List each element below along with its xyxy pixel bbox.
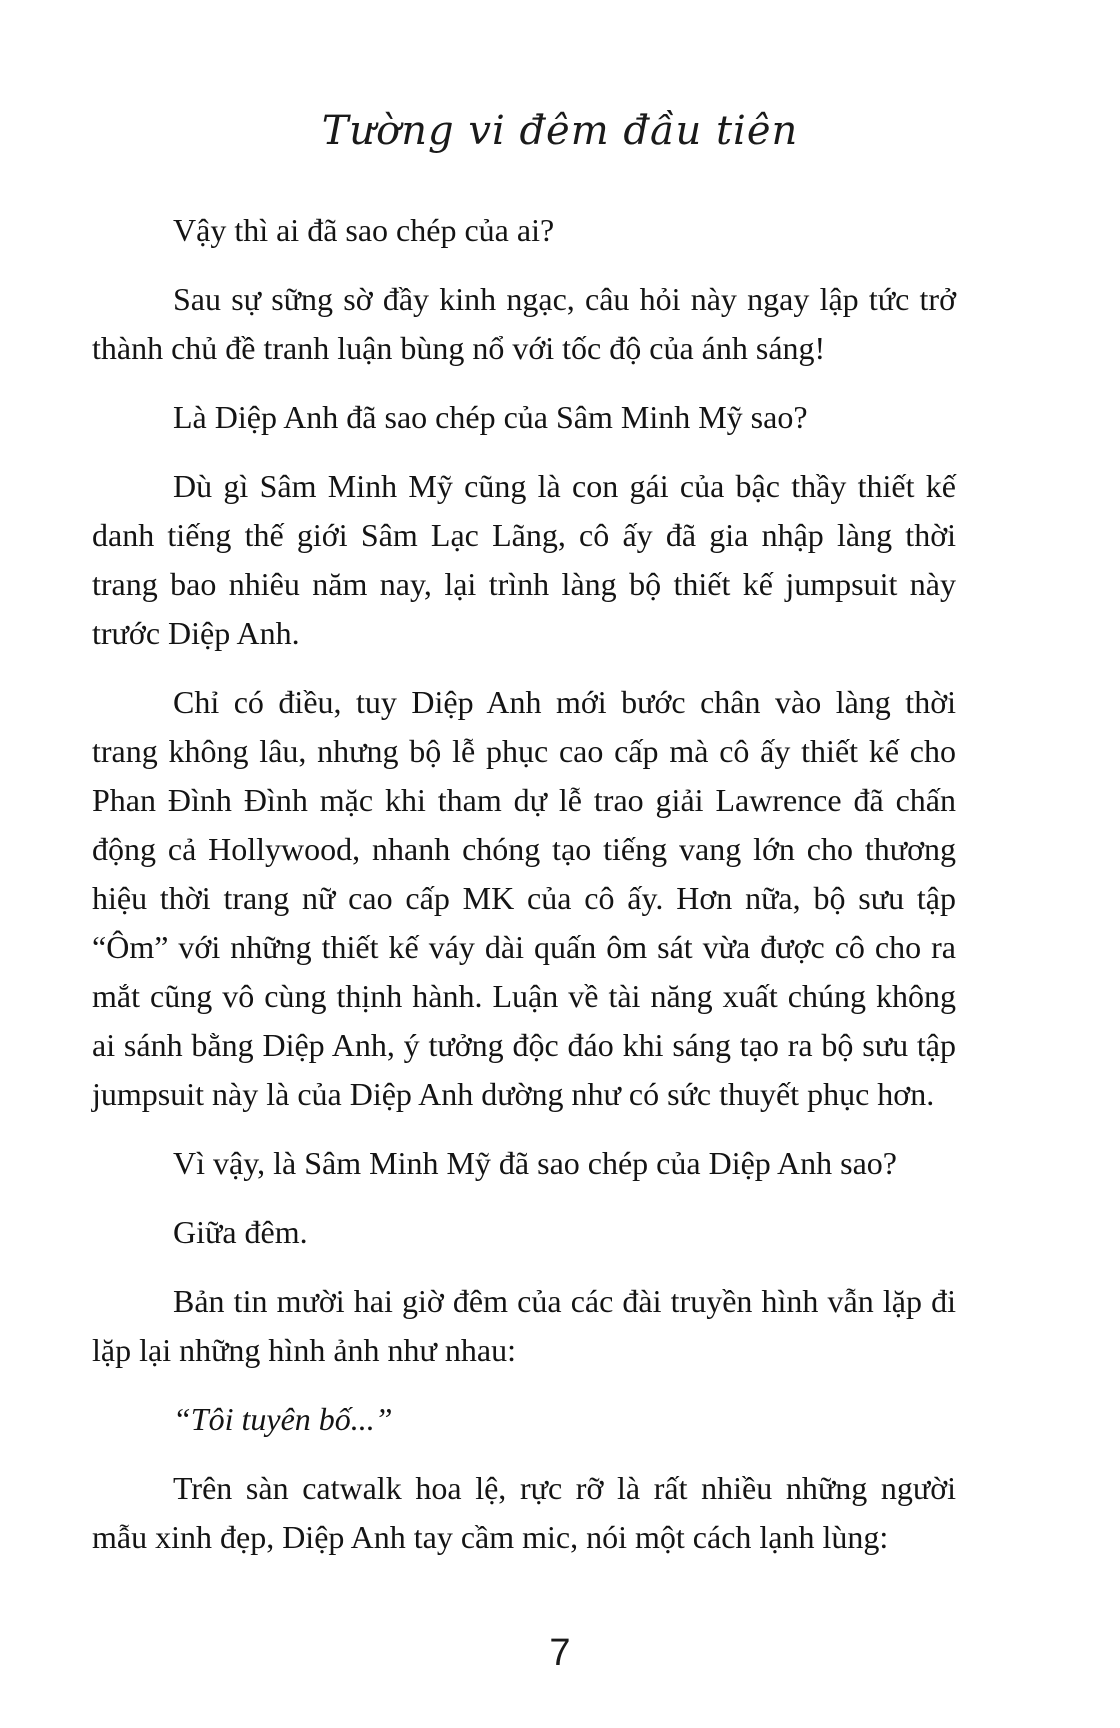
page-number: 7 [549, 1632, 571, 1674]
quoted-paragraph: “Tôi tuyên bố...” [173, 1401, 393, 1437]
paragraph: Vì vậy, là Sâm Minh Mỹ đã sao chép của Diệp Anh sao? [173, 1145, 897, 1181]
paragraph: Là Diệp Anh đã sao chép của Sâm Minh Mỹ sao? [173, 399, 808, 435]
paragraph: Vậy thì ai đã sao chép của ai? [173, 212, 555, 248]
paragraph: Sau sự sững sờ đầy kinh ngạc, câu hỏi này ngay lập tức trở thành chủ đề tranh luận bùng nổ với tốc độ của ánh sáng! [92, 281, 956, 366]
paragraph: Dù gì Sâm Minh Mỹ cũng là con gái của bậc thầy thiết kế danh tiếng thế giới Sâm Lạc Lãng, cô ấy đã gia nhập làng thời trang bao nhiêu năm nay, lại trình làng bộ thiết kế jumpsuit này trước Diệp Anh. [92, 468, 956, 651]
paragraph: Giữa đêm. [173, 1214, 308, 1250]
paragraph: Bản tin mười hai giờ đêm của các đài truyền hình vẫn lặp đi lặp lại những hình ảnh như nhau: [92, 1283, 956, 1368]
paragraph: Trên sàn catwalk hoa lệ, rực rỡ là rất nhiều những người mẫu xinh đẹp, Diệp Anh tay cầm mic, nói một cách lạnh lùng: [92, 1470, 956, 1555]
body-text [92, 206, 956, 1582]
running-title: Tường vi đêm đầu tiên [321, 108, 799, 154]
paragraph: Chỉ có điều, tuy Diệp Anh mới bước chân vào làng thời trang không lâu, nhưng bộ lễ phục cao cấp mà cô ấy thiết kế cho Phan Đình Đình mặc khi tham dự lễ trao giải Lawrence đã chấn động cả Hollywood, nhanh chóng tạo tiếng vang lớn cho thương hiệu thời trang nữ cao cấp MK của cô ấy. Hơn nữa, bộ sưu tập “Ôm” với những thiết kế váy dài quấn ôm sát vừa được cô cho ra mắt cũng vô cùng thịnh hành. Luận về tài năng xuất chúng không ai sánh bằng Diệp Anh, ý tưởng độc đáo khi sáng tạo ra bộ sưu tập jumpsuit này là của Diệp Anh dường như có sức thuyết phục hơn. [92, 684, 956, 1112]
